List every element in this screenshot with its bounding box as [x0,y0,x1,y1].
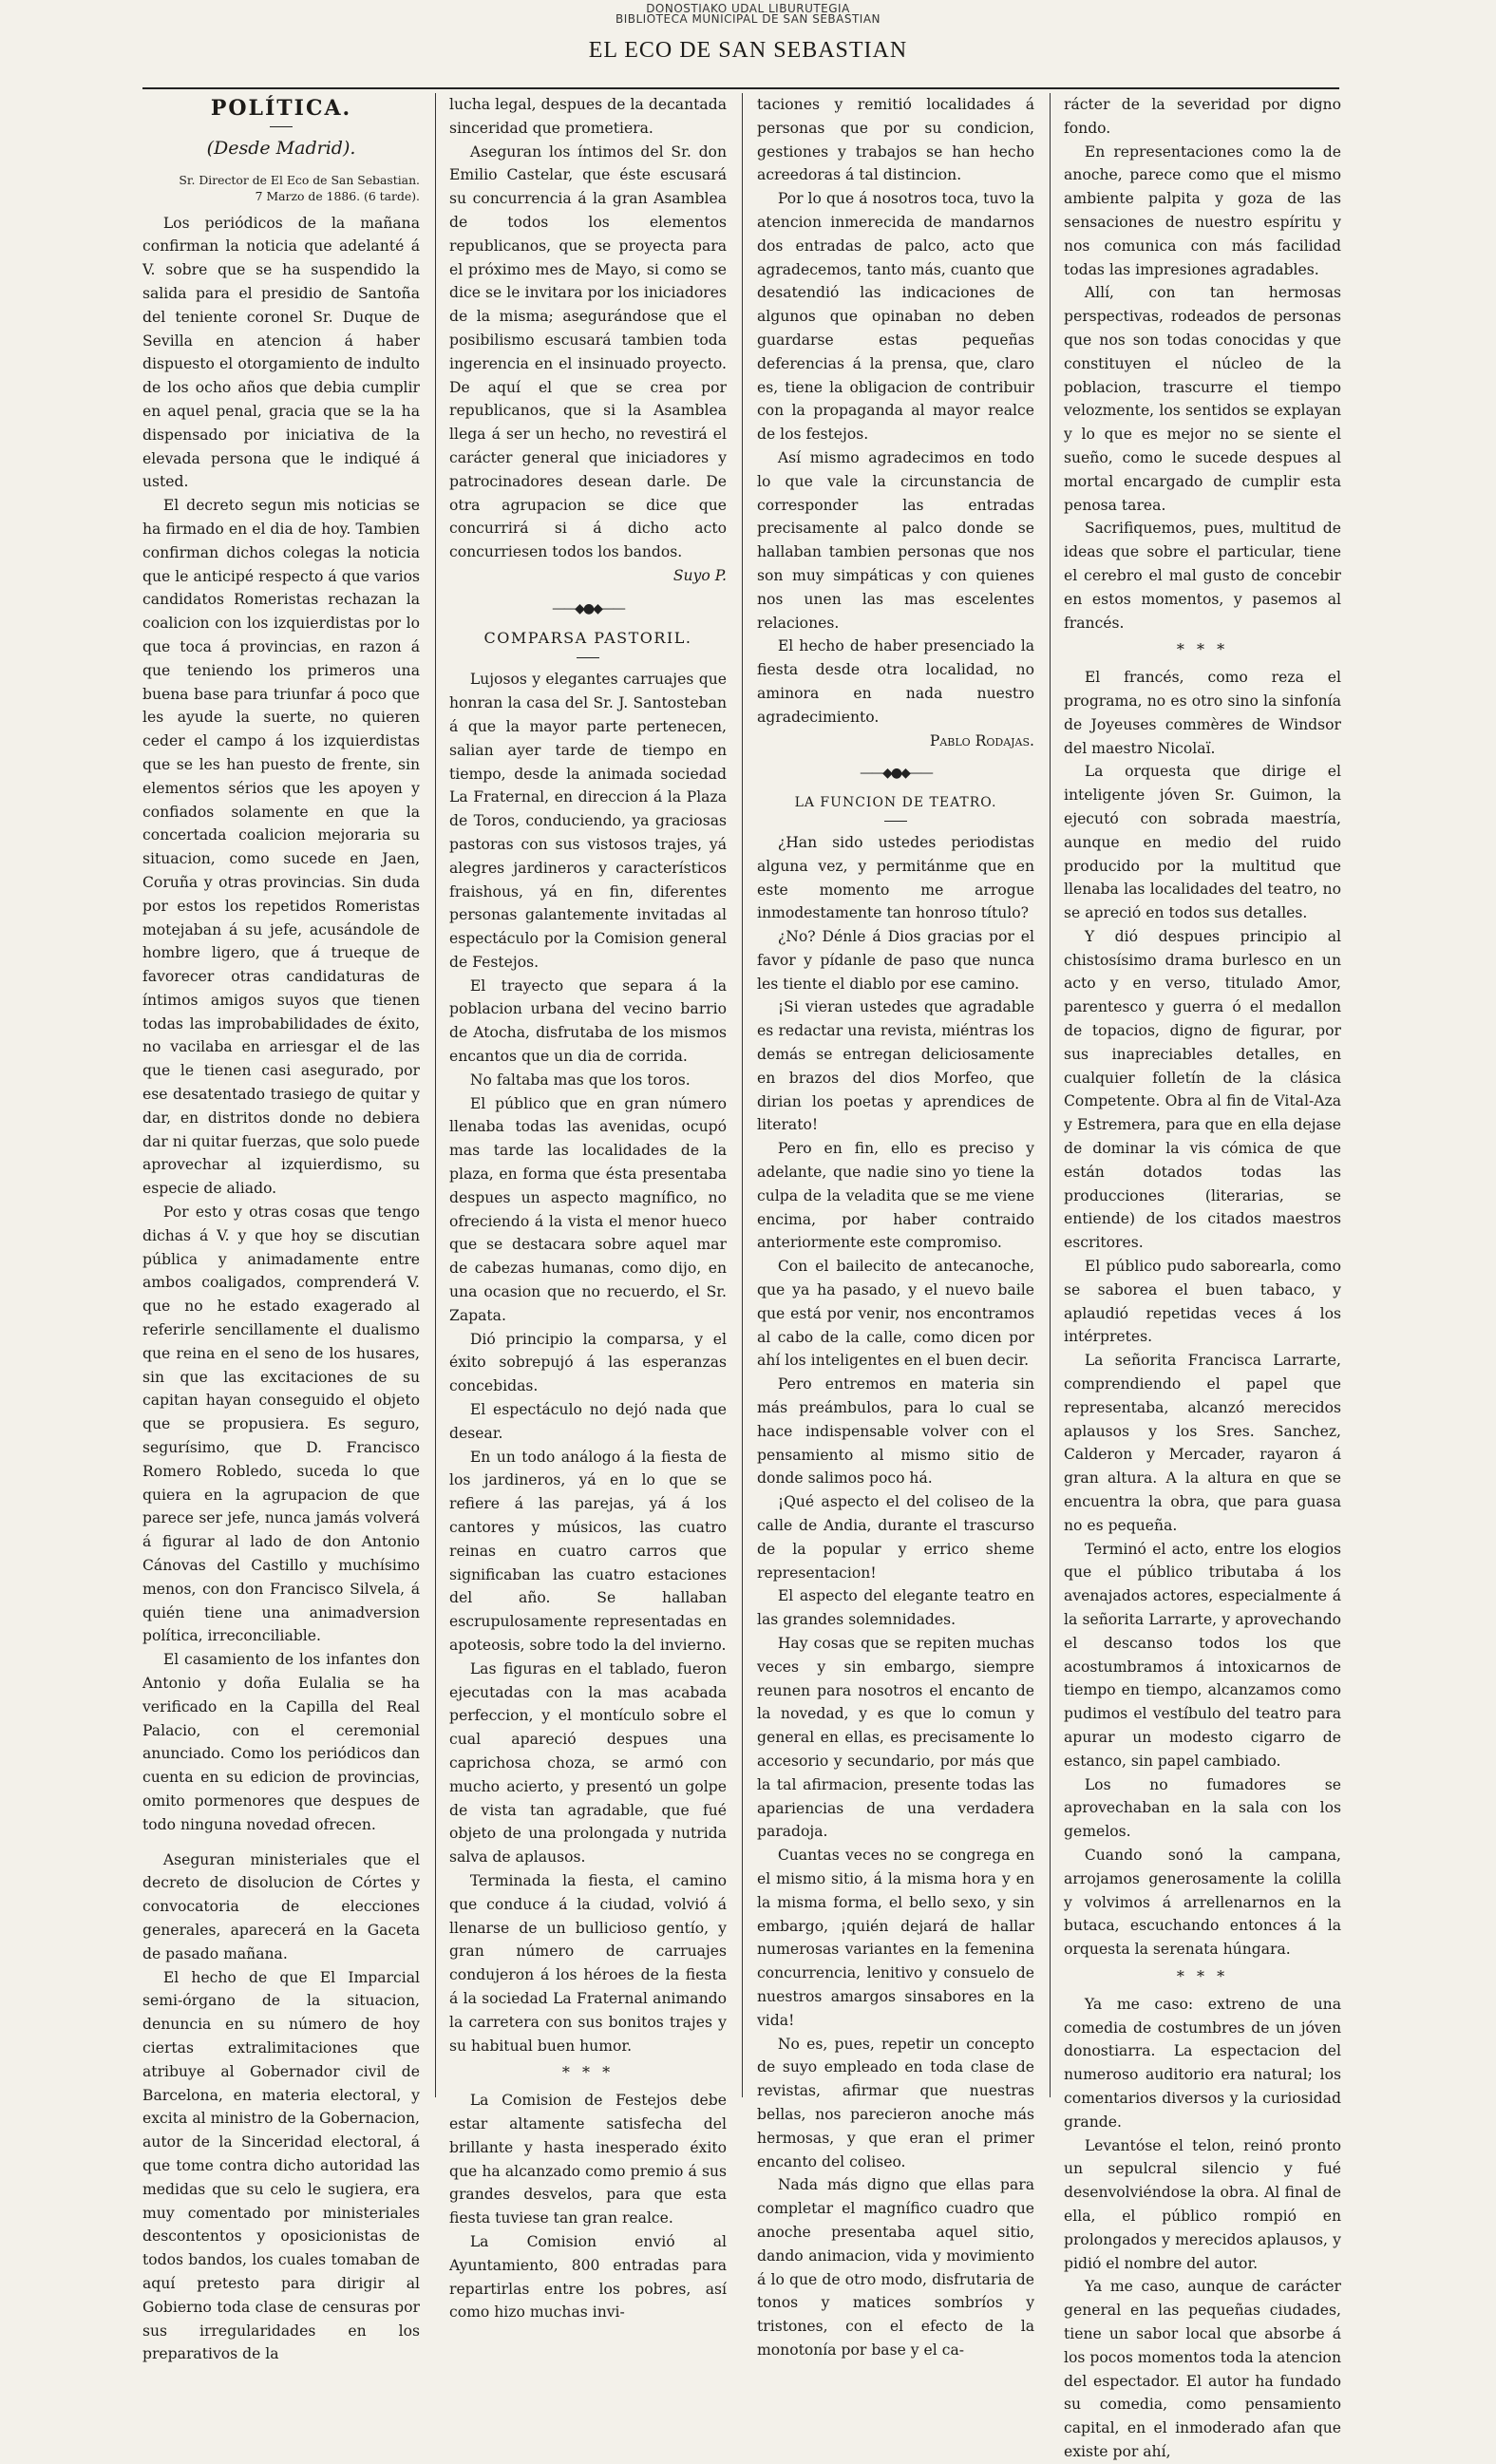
paragraph: ¡Si vieran ustedes que agradable es redactar una revista, miéntras los demás se entregan deliciosamente en brazos del dios Morfeo, que dirian los poetas y aprendices de literato! [757,998,1034,1134]
paragraph: En representaciones como la de anoche, parece como que el mismo ambiente palpita y goza de las sensaciones de nuestro espíritu y nos comunica con más facilidad todas las impresiones agradables. [1064,142,1341,278]
paragraph: Ya me caso: extreno de una comedia de costumbres de un jóven donostiarra. La espectacion del numeroso auditorio era natural; los comentarios diversos y la curiosidad grande. [1064,1995,1341,2131]
paragraph: Aseguran ministeriales que el decreto de disolucion de Córtes y convocatoria de elecciones generales, aparecerá en la Gaceta de pasado mañana. [142,1850,420,1962]
column-divider [1050,93,1051,2097]
library-stamp-line-1: DONOSTIAKO UDAL LIBURUTEGIA [646,2,850,15]
title-dash [270,126,293,127]
paragraph: La Comision envió al Ayuntamiento, 800 entradas para repartirlas entre los pobres, así como hizo muchas invi- [449,2232,727,2322]
paragraph: En un todo análogo á la fiesta de los jardineros, yá en lo que se refiere á las parejas, yá á los cantores y músicos, las cuatro reinas en cuatro carros que significaban las cuatro estaciones del año. Se hallaban escrupulosamente representadas en apoteosis, sobre todo la del invierno. [449,1448,727,1654]
paragraph: El hecho de que El Imparcial semi-órgano de la situacion, denuncia en su número de hoy ciertas extralimitaciones que atribuye al Gobernador civil de Barcelona, en materia electoral, y excita al ministro de la Gobernacion, autor de la Sinceridad electoral, á que tome contra dicho autoridad las medidas que su celo le sugiera, era muy comentado por ministeriales descontentos y oposicionistas de todos bandos, los cuales tomaban de aquí pretesto para dirigir al Gobierno toda clase de censuras por sus irregularidades en los preparativos de la [142,1968,420,2363]
paragraph: Aseguran los íntimos del Sr. don Emilio Castelar, que éste escusará su concurrencia á la gran Asamblea de todos los elementos republicanos, que se proyecta para el próximo mes de Mayo, si como se dice se le invitara por los iniciadores de la misma; asegurándose que el posibilismo escusará tambien toda ingerencia en el insinuado proyecto. De aquí el que se crea por republicanos, que si la Asamblea llega á ser un hecho, no revestirá el carácter general que iniciadores y patrocinadores desean darle. De otra agrupacion se dice que concurrirá si á dicho acto concurriesen todos los bandos. [449,142,727,561]
paragraph: No faltaba mas que los toros. [469,1071,691,1089]
paragraph: Pero entremos en materia sin más preámbulos, para lo cual se hace indispensable volver con el pensamiento al mismo sitio de donde salimos poco há. [757,1375,1034,1488]
paragraph: El trayecto que separa á la poblacion urbana del vecino barrio de Atocha, disfrutaba de los mismos encantos que un dia de corrida. [449,976,727,1066]
paragraph: Así mismo agradecimos en todo lo que vale la circunstancia de corresponder las entradas precisamente al palco donde se hallaban tambien personas que nos son muy simpáticas y con quienes nos unen las mas escelentes relaciones. [757,448,1034,632]
paragraph: El casamiento de los infantes don Antonio y doña Eulalia se ha verificado en la Capilla del Real Palacio, con el ceremonial anunciado. Como los periódicos dan cuenta en su edicion de provincias, omito pormenores que despues de todo ninguna novedad ofrecen. [142,1651,420,1833]
paragraph: Los no fumadores se aprovechaban en la sala con los gemelos. [1064,1775,1341,1841]
paragraph: Por esto y otras cosas que tengo dichas á V. y que hoy se discutian pública y animadamente entre ambos coaligados, comprenderá V. que no he estado exagerado al referirle sencillamente el dualismo que reina en el seno de los husares, sin que las excitaciones de su capitan hayan conseguido el objeto que se propusiera. Es seguro, segurísimo, que D. Francisco Romero Robledo, suceda lo que quiera en la agrupacion de que parece ser jefe, nunca jamás volverá á figurar al lado de don Antonio Cánovas del Castillo y muchísimo menos, con don Francisco Silvela, á quién tiene una animadversion política, irreconciliable. [142,1204,420,1645]
spacer [142,1837,420,1848]
column-divider [742,93,743,2097]
paragraph: La señorita Francisca Larrarte, comprendiendo el papel que representaba, alcanzó merecidos aplausos y los Sres. Sanchez, Calderon y Mercader, rayaron á gran altura. A la altura en que se encuentra la obra, que para guasa no es pequeña. [1064,1352,1341,1534]
column-divider [435,93,436,2097]
paragraph: El francés, como reza el programa, no es otro sino la sinfonía de Joyeuses commères de Windsor del maestro Nicolaï. [1064,669,1341,757]
paragraph: Los periódicos de la mañana confirman la noticia que adelanté á V. sobre que se ha suspendido la salida para el presidio de Santoña del teniente coronel Sr. Duque de Sevilla en atencion á haber dispuesto el otorgamiento de indulto de los ocho años que debia cumplir en aquel penal, gracia que se la ha dispensado por iniciativa de la elevada persona que le indiqué á usted. [142,214,420,491]
paragraph: ¿No? Dénle á Dios gracias por el favor y pídanle de paso que nunca les tiente el diablo por ese camino. [757,928,1034,993]
newspaper-masthead: EL ECO DE SAN SEBASTIAN [588,38,908,63]
signature: Suyo P. [672,566,727,584]
header-rule [142,87,1339,89]
paragraph: Hay cosas que se repiten muchas veces y sin embargo, siempre reunen para nosotros el encanto de la novedad, y es que lo comun y general en ellas, es precisamente lo accesorio y secundario, por más que la tal afirmacion, presente todas las apariencias de una verdadera paradoja. [757,1635,1034,1841]
signature: Pablo Rodajas. [929,731,1034,749]
paragraph: ¿Han sido ustedes periodistas alguna vez, y permitánme que en este momento me arrogue inmodestamente tan honroso título? [757,833,1034,922]
paragraph: Allí, con tan hermosas perspectivas, rodeados de personas que nos son todas conocidas y que constituyen el núcleo de la poblacion, trascurre el tiempo velozmente, los sentidos se explayan y lo que es mejor no se siente el sueño, como le sucede despues al mortal encargado de cumplir esta penosa tarea. [1064,284,1341,514]
paragraph: El espectáculo no dejó nada que desear. [449,1401,727,1442]
paragraph: La orquesta que dirige el inteligente jóven Sr. Guimon, la ejecutó con sobrada maestría, aunque en medio del ruido producido por la multitud que llenaba las localidades del teatro, no se apreció en todos sus detalles. [1064,763,1341,922]
section-stars: * * * [561,2063,615,2082]
paragraph: taciones y remitió localidades á personas que por su condicion, gestiones y trabajos se han hecho acreedoras á tal distincion. [757,96,1034,184]
paragraph: Con el bailecito de antecanoche, que ya ha pasado, y el nuevo baile que está por venir, nos encontramos al cabo de la calle, como dicen por ahí los inteligentes en el buen decir. [757,1258,1034,1370]
letter-addressee: Sr. Director de El Eco de San Sebastian. [179,172,420,187]
title-dash [577,657,599,658]
column-3 [757,93,1034,2359]
paragraph: Terminó el acto, entre los elogios que el público tributaba á los avenajados actores, especialmente á la señorita Larrarte, y aprovechando el descanso todos los que acostumbramos á intoxicarnos de tiempo en tiempo, alcanzamos como pudimos el vestíbulo del teatro para apurar un modesto cigarro de estanco, sin papel cambiado. [1064,1540,1341,1770]
title-dash [884,821,907,822]
column-4 [1064,93,1341,2460]
paragraph: Pero en fin, ello es preciso y adelante, que nadie sino yo tiene la culpa de la veladita que se me viene encima, por haber contraido anteriormente este compromiso. [757,1140,1034,1252]
section-title-comparsa: COMPARSA PASTORIL. [483,628,692,647]
paragraph: Nada más digno que ellas para completar el magnífico cuadro que anoche presentaba aquel sitio, dando animacion, vida y movimiento á lo que de otro modo, disfrutaria de tonos y matices sombríos y tristones, con el efecto de la monotonía por base y el ca- [757,2176,1034,2359]
paragraph: Las figuras en el tablado, fueron ejecutadas con la mas acabada perfeccion, y el montículo sobre el cual apareció despues una caprichosa choza, se armó con mucho acierto, y presentó un golpe de vista tan agradable, que fué objeto de una prolongada y nutrida salva de aplausos. [449,1659,727,1867]
paragraph: Cuando sonó la campana, arrojamos generosamente la colilla y volvimos á arrellenarnos en la butaca, escuchando entonces á la orquesta la serenata húngara. [1064,1846,1341,1959]
section-subtitle: (Desde Madrid). [206,137,356,159]
paragraph: Por lo que á nosotros toca, tuvo la atencion inmerecida de mandarnos dos entradas de palco, acto que agradecemos, tanto más, cuanto que desatendió las indicaciones de algunos que opinaban no deben guardarse estas pequeñas deferencias á la prensa, que, claro es, tiene la obligacion de contribuir con la propaganda al mayor realce de los festejos. [757,190,1034,444]
library-stamp-line-2: BIBLIOTECA MUNICIPAL DE SAN SEBASTIAN [615,12,881,26]
column-1 [142,93,420,2363]
paragraph: rácter de la severidad por digno fondo. [1064,96,1341,137]
paragraph: Cuantas veces no se congrega en el mismo sitio, á la misma hora y en la misma forma, el bello sexo, y sin embargo, ¡quién dejará de hallar numerosas variantes en la femenina concurrencia, lenitivo y consuelo de nuestros amargos sinsabores en la vida! [757,1847,1034,2029]
paragraph: Lujosos y elegantes carruajes que honran la casa del Sr. J. Santosteban á que la mayor parte pertenecen, salian ayer tarde de tiempo en tiempo, desde la animada sociedad La Fraternal, en direccion á la Plaza de Toros, conduciendo, ya graciosas pastoras con sus vistosos trajes, yá alegres jardineros y característicos fraishous, yá en fin, diferentes personas galantemente invitadas al espectáculo por la Comision general de Festejos. [449,671,727,971]
library-stamp [0,4,1496,25]
section-title-teatro: LA FUNCION DE TEATRO. [794,795,997,811]
article-columns [142,93,1341,2460]
section-title-politica: POLÍTICA. [210,96,352,121]
ornament-divider: ——◆●◆—— [860,766,932,782]
column-2 [449,93,727,2322]
paragraph: El público pudo saborearla, como se saborea el buen tabaco, y aplaudió repetidas veces á los intérpretes. [1064,1258,1341,1346]
letter-date: 7 Marzo de 1886. (6 tarde). [255,188,420,203]
paragraph: ¡Qué aspecto el del coliseo de la calle de Andia, durante el trascurso de la popular y errico sheme representacion! [757,1493,1034,1582]
paragraph: Levantóse el telon, reinó pronto un sepulcral silencio y fué desenvolviéndose la obra. Al final de ella, el público rompió en prolongados y merecidos aplausos, y pidió el nombre del autor. [1064,2136,1341,2272]
paragraph: lucha legal, despues de la decantada sinceridad que prometiera. [449,96,727,137]
paragraph: Sacrifiquemos, pues, multitud de ideas que sobre el particular, tiene el cerebro el mal gusto de concebir en estos momentos, y pasemos al francés. [1064,520,1341,632]
section-stars: * * * [1176,640,1229,659]
paragraph: Terminada la fiesta, el camino que conduce á la ciudad, volvió á llenarse de un bullicioso gentío, y gran número de carruajes condujeron á los héroes de la fiesta á la sociedad La Fraternal animando la carretera con sus bonitos trajes y su habitual buen humor. [449,1871,727,2055]
paragraph: El aspecto del elegante teatro en las grandes solemnidades. [757,1587,1034,1629]
paragraph: No es, pues, repetir un concepto de suyo empleado en toda clase de revistas, afirmar que nuestras bellas, nos parecieron anoche más hermosas, y que eran el primer encanto del coliseo. [757,2035,1034,2170]
paragraph: El público que en gran número llenaba todas las avenidas, ocupó mas tarde las localidades de la plaza, en forma que ésta presentaba despues un aspecto magnífico, no ofreciendo á la vista el menor hueco que se destacara sobre aquel mar de cabezas humanas, como dijo, en una ocasion que no recuerdo, el Sr. Zapata. [449,1094,727,1324]
paragraph: La Comision de Festejos debe estar altamente satisfecha del brillante y hasta inesperado éxito que ha alcanzado como premio á sus grandes desvelos, para que esta fiesta tuviese tan gran realce. [449,2092,727,2227]
paragraph: El decreto segun mis noticias se ha firmado en el dia de hoy. Tambien confirman dichos colegas la noticia que le anticipé respecto á que varios candidatos Romeristas rechazan la coalicion con los izquierdistas por lo que toca á provincias, en razon á que teniendo los primeros una buena base para triunfar á poco que les ayude la suerte, no quieren ceder el campo á los izquierdistas que se les han puesto de frente, sin elementos sérios que les apoyen y confiados solamente en que la concertada coalicion mejoraria su situacion, como sucede en Jaen, Coruña y otras provincias. Sin duda por estos los repetidos Romeristas motejaban á su jefe, acusándole de hombre ligero, que á trueque de favorecer otras candidaturas de íntimos amigos suyos que tienen todas las improbabilidades de éxito, no vacilaba en arriesgar el de las que le tienen casi asegurado, por ese desatentado trasiego de quitar y dar, en distritos donde no debiera dar ni quitar fuerzas, que solo puede aprovechar al izquierdismo, su especie de aliado. [142,497,420,1198]
paragraph: Ya me caso, aunque de carácter general en las pequeñas ciudades, tiene un sabor local que absorbe á los pocos momentos toda la atencion del espectador. El autor ha fundado su comedia, como pensamiento capital, en el inmoderado afan que existe por ahí, [1064,2278,1341,2460]
ornament-divider: ——◆●◆—— [552,600,624,616]
section-stars: * * * [1176,1966,1229,1985]
paragraph: Dió principio la comparsa, y el éxito sobrepujó á las esperanzas concebidas. [449,1330,727,1395]
paragraph: Y dió despues principio al chistosísimo drama burlesco en un acto y en verso, titulado Amor, parentesco y guerra ó el medallon de topacios, digno de figurar, por sus inapreciables detalles, en cualquier folletín de la clásica Competente. Obra al fin de Vital-Aza y Estremera, para que en ella dejase de dominar la vis cómica de que están dotados todas las producciones (literarias, se entiende) de los citados maestros escritores. [1064,927,1341,1252]
paragraph: El hecho de haber presenciado la fiesta desde otra localidad, no aminora en nada nuestro agradecimiento. [757,637,1034,726]
